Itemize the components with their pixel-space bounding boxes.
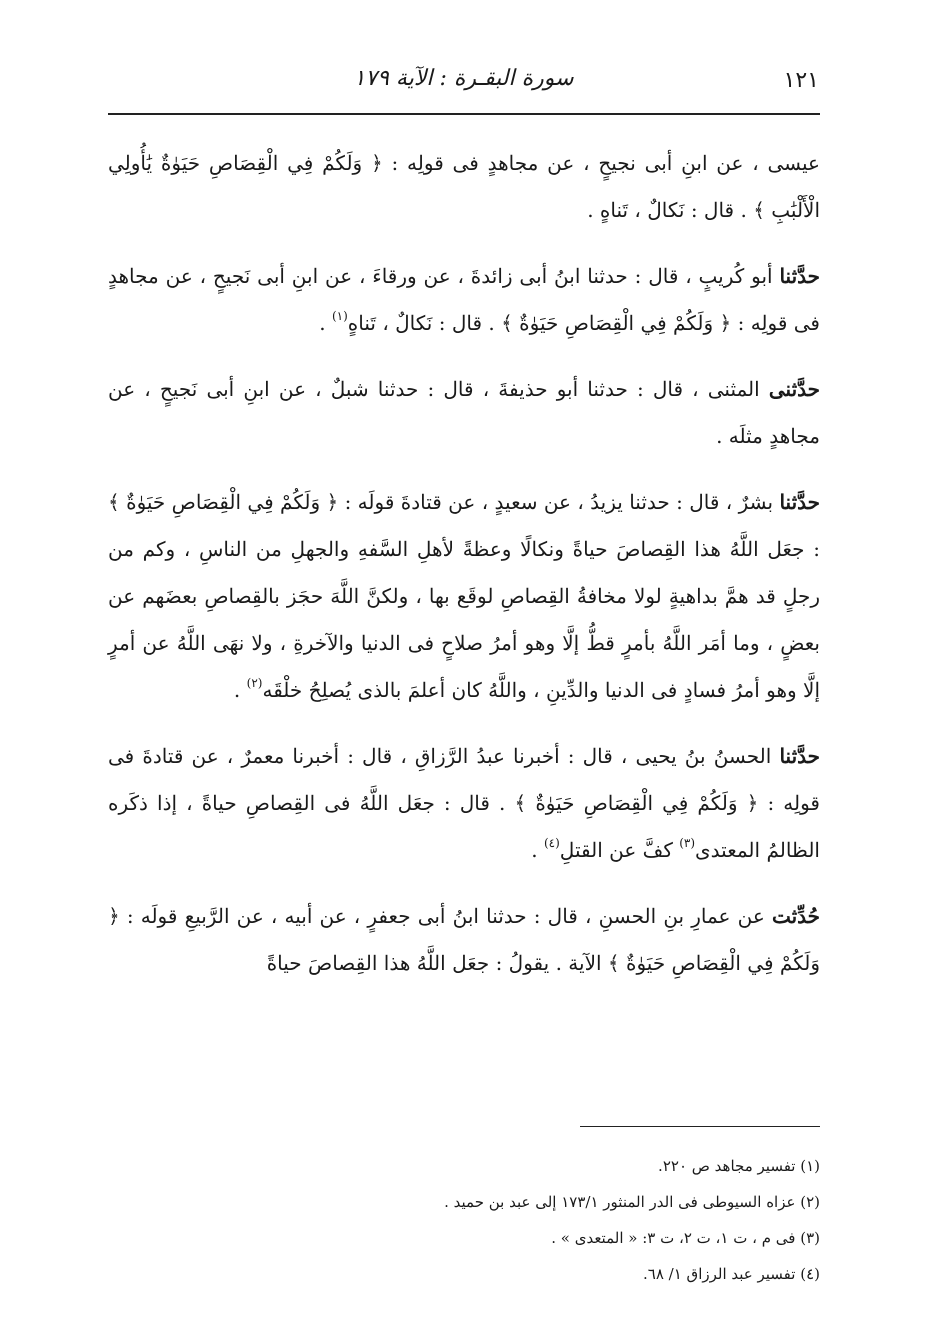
footnote: (٢) عزاه السيوطى فى الدر المنثور ١٧٣/١ إلى عبد بن حميد . [444,1193,820,1211]
paragraph-text: أبو كُريبٍ ، قال : حدثنا ابنُ أبى زائدةَ ، عن ورقاءَ ، عن ابنِ أبى نَجيحٍ ، عن مجاهدٍ فى قولِه : ﴿ وَلَكُمْ فِي الْقِصَاصِ حَيَوٰةٌ ﴾ . قال : نَكالٌ ، تَناهٍ [108,264,820,335]
paragraph-lead: حدَّثنا [779,744,821,768]
footnote-marker: (٢) [246,676,263,690]
paragraph-text: الحسنُ بنُ يحيى ، قال : أخبرنا عبدُ الرَّزاقِ ، قال : أخبرنا معمرٌ ، عن قتادةَ فى قولِه : ﴿ وَلَكُمْ فِي الْقِصَاصِ حَيَوٰةٌ ﴾ . قال : جعَل اللَّهُ فى القِصاصِ حياةً ، إذا ذكَره الظالمُ المعتدى [108,744,820,862]
paragraph [108,733,820,874]
paragraph [108,253,820,347]
page-header [108,62,819,102]
paragraph-text: عيسى ، عن ابنِ أبى نجيحٍ ، عن مجاهدٍ فى قولِه : ﴿ وَلَكُمْ فِي الْقِصَاصِ حَيَوٰةٌ يَٰأُولِي الْأَلْبَٰبِ ﴾ . قال : نَكالٌ ، تَناهٍ . [108,151,820,222]
page-body [108,140,820,1006]
footnote-marker: (٣) [679,836,696,850]
footnote-rule [580,1126,820,1127]
paragraph-tail: . [233,678,247,702]
footnote: (١) تفسير مجاهد ص ٢٢٠. [658,1157,820,1175]
footnote-marker: (٤) [543,836,560,850]
paragraph-text: المثنى ، قال : حدثنا أبو حذيفةَ ، قال : حدثنا شبلٌ ، عن ابنِ أبى نَجيحٍ ، عن مجاهدٍ مثلَه . [108,377,820,448]
paragraph-lead: حدَّثنا [779,264,820,288]
paragraph-tail: . [531,838,544,862]
paragraph-text: عن عمارِ بنِ الحسنِ ، قال : حدثنا ابنُ أبى جعفرٍ ، عن أبيه ، عن الرَّبيعِ قولَه : ﴿ وَلَكُمْ فِي الْقِصَاصِ حَيَوٰةٌ ﴾ الآية . يقولُ : جعَل اللَّهُ هذا القِصاصَ حياةً [108,904,820,975]
footnote-marker: (١) [331,309,348,323]
paragraph-lead: حُدِّثت [771,904,821,928]
paragraph [108,140,820,234]
paragraph [108,479,820,714]
footnote: (٤) تفسير عبد الرزاق ١/ ٦٨. [642,1265,820,1283]
footnote: (٣) فى م ، ت ١، ت ٢، ت ٣: « المتعدى » . [551,1229,820,1247]
running-title: سورة البقـرة : الآية ١٧٩ [353,66,574,91]
paragraph-lead: حدَّثنى [768,377,820,401]
footnotes [108,1148,820,1292]
paragraph-text: بشرٌ ، قال : حدثنا يزيدُ ، عن سعيدٍ ، عن قتادةَ قولَه : ﴿ وَلَكُمْ فِي الْقِصَاصِ حَيَوٰةٌ ﴾ : جعَل اللَّهُ هذا القِصاصَ حياةً ونكالًا وعظةً لأهلِ السَّفهِ والجهلِ من الناسِ ، وكم من رجلٍ قد همَّ بداهيةٍ لولا مخافةُ القِصاصِ لوقَع بها ، ولكنَّ اللَّهَ حجَز بالقِصاصِ بعضَهم عن بعضٍ ، وما أمَر اللَّهُ بأمرٍ قطُّ إلَّا وهو أمرُ صلاحٍ فى الدنيا والآخرةِ ، ولا نهَى اللَّهُ عن أمرٍ إلَّا وهو أمرُ فسادٍ فى الدنيا والدِّينِ ، واللَّهُ كان أعلمَ بالذى يُصلِحُ خلْقَه [108,490,820,702]
paragraph [108,366,820,460]
paragraph-tail: . [319,311,332,335]
paragraph-text-continued: كفَّ عن القتلِ [559,838,680,862]
paragraph-lead: حدَّثنا [779,490,820,514]
paragraph [108,893,820,987]
page-number: ١٢١ [783,68,819,93]
header-rule [108,113,820,115]
